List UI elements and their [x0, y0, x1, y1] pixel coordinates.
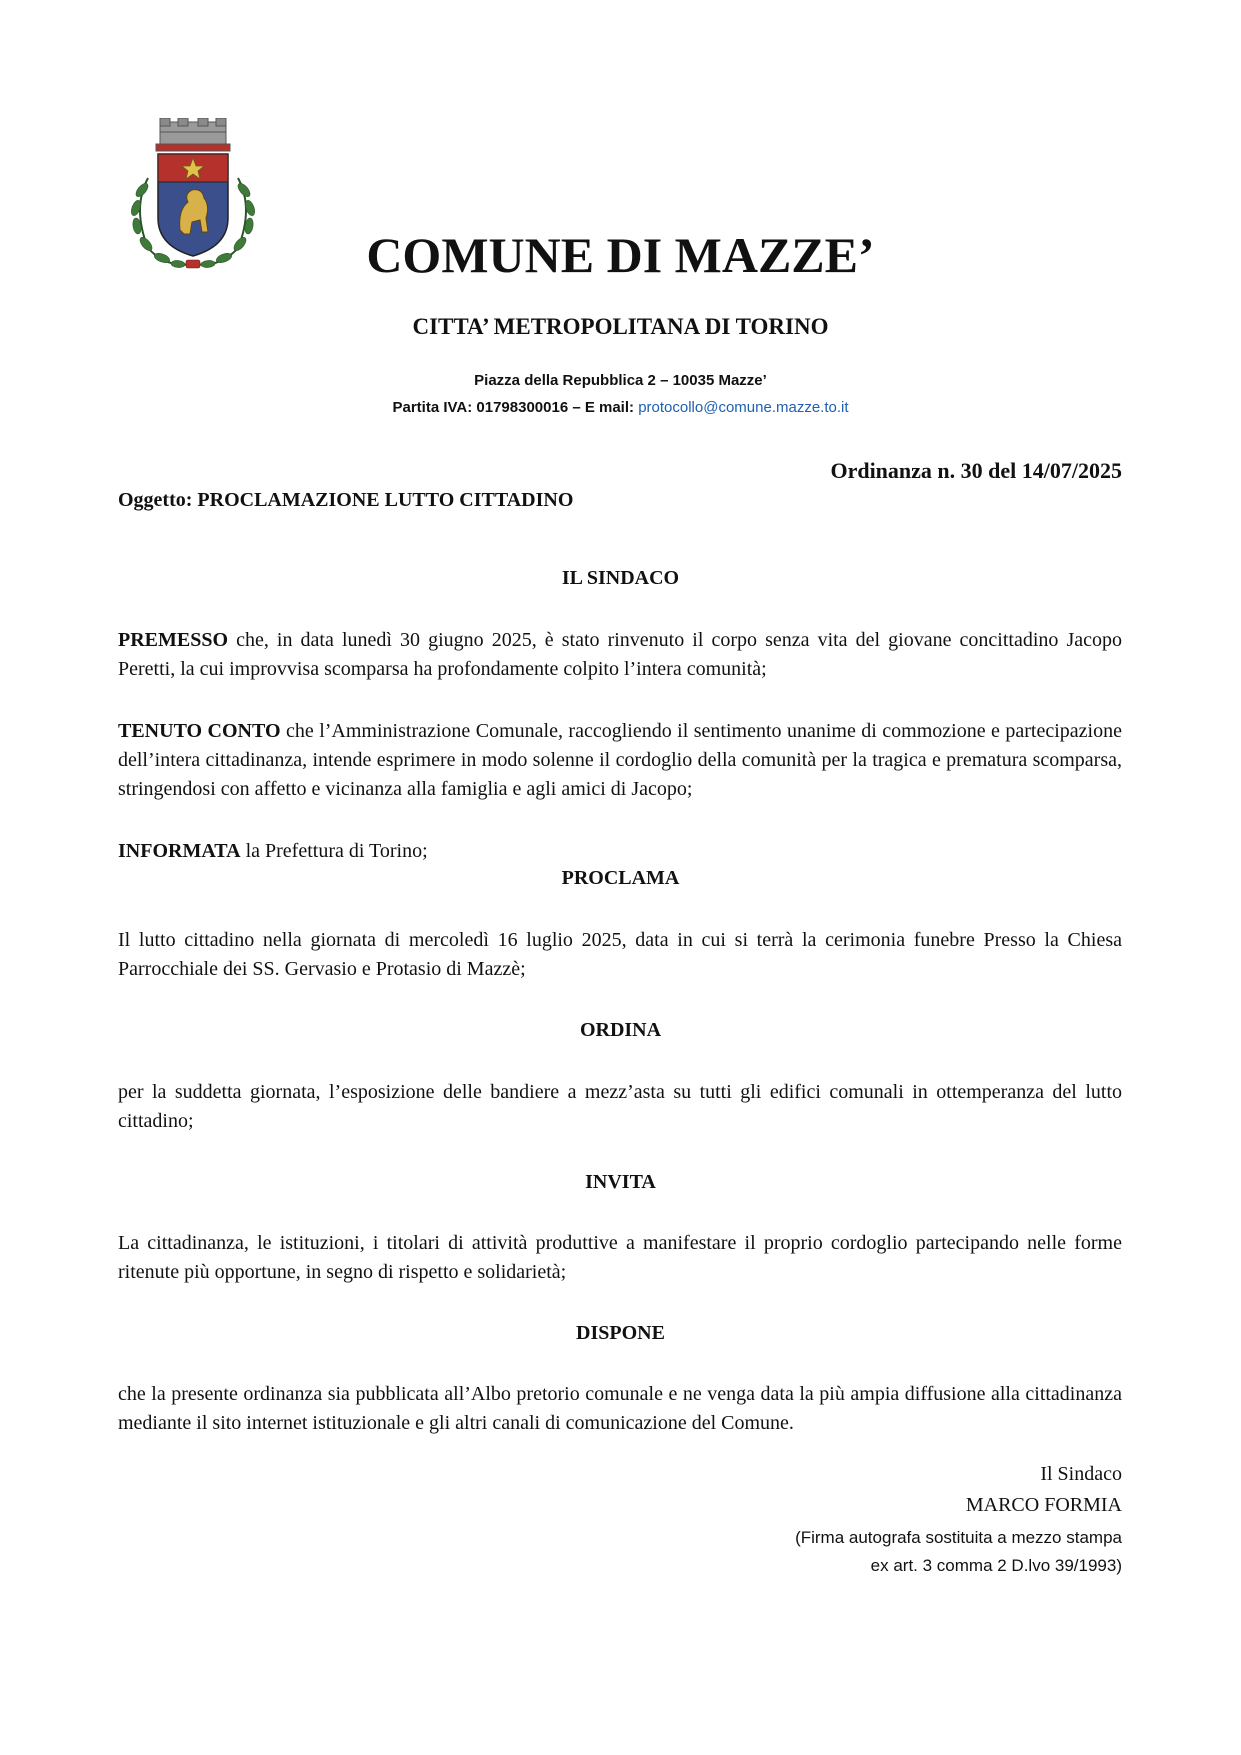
paragraph-tenuto-conto [118, 717, 1122, 804]
premesso-text: che, in data lunedì 30 giugno 2025, è stato rinvenuto il corpo senza vita del giovane concittadino Jacopo Peretti, la cui improvvisa scomparsa ha profondamente colpito l’intera comunità; [118, 629, 1122, 680]
heading-invita: INVITA [585, 1171, 656, 1193]
signature-name: MARCO FORMIA [965, 1494, 1122, 1516]
heading-dispone: DISPONE [576, 1322, 665, 1344]
document-subtitle: CITTA’ METROPOLITANA DI TORINO [412, 314, 829, 339]
tenuto-text: che l’Amministrazione Comunale, raccogliendo il sentimento unanime di commozione e partecipazione dell’intera cittadinanza, intende esprimere in modo solenne il cordoglio della comunità per la tragica e prematura scomparsa, stringendosi con affetto e vicinanza alla famiglia e agli amici di Jacopo; [118, 720, 1122, 800]
paragraph-premesso [118, 626, 1122, 684]
signature-note-line1: (Firma autografa sostituita a mezzo stampa [795, 1528, 1122, 1547]
email-link[interactable]: protocollo@comune.mazze.to.it [638, 399, 849, 416]
informata-lead: INFORMATA [118, 840, 241, 862]
paragraph-invita: La cittadinanza, le istituzioni, i titolari di attività produttive a manifestare il proprio cordoglio partecipando nelle forme ritenute più opportune, in segno di rispetto e solidarietà; [118, 1232, 1122, 1283]
heading-proclama: PROCLAMA [561, 867, 680, 889]
document-title: COMUNE DI MAZZE’ [366, 227, 875, 283]
premesso-lead: PREMESSO [118, 629, 229, 651]
address-line: Piazza della Repubblica 2 – 10035 Mazze’ [474, 372, 767, 389]
paragraph-dispone: che la presente ordinanza sia pubblicata all’Albo pretorio comunale e ne venga data la più ampia diffusione alla cittadinanza mediante il sito internet istituzionale e gli altri canali di comunicazione del Comune. [118, 1383, 1122, 1434]
signature-note-line2: ex art. 3 comma 2 D.lvo 39/1993) [870, 1556, 1122, 1575]
heading-ordina: ORDINA [579, 1019, 662, 1041]
oggetto-line: Oggetto: PROCLAMAZIONE LUTTO CITTADINO [118, 489, 574, 511]
piva-label: Partita IVA: 01798300016 – E mail: [392, 399, 639, 416]
ordinanza-number: Ordinanza n. 30 del 14/07/2025 [830, 458, 1122, 483]
informata-text: la Prefettura di Torino; [240, 840, 428, 862]
crown-icon [156, 118, 230, 151]
paragraph-proclama: Il lutto cittadino nella giornata di mercoledì 16 luglio 2025, data in cui si terrà la cerimonia funebre Presso la Chiesa Parrocchiale dei SS. Gervasio e Protasio di Mazzè; [118, 929, 1122, 980]
paragraph-informata [118, 837, 1122, 866]
heading-il-sindaco: IL SINDACO [561, 567, 680, 589]
signature-role: Il Sindaco [1040, 1463, 1122, 1485]
tenuto-lead: TENUTO CONTO [118, 720, 281, 742]
piva-email-line [0, 399, 1241, 416]
paragraph-ordina: per la suddetta giornata, l’esposizione delle bandiere a mezz’asta su tutti gli edifici comunali in ottemperanza del lutto cittadino; [118, 1081, 1122, 1132]
